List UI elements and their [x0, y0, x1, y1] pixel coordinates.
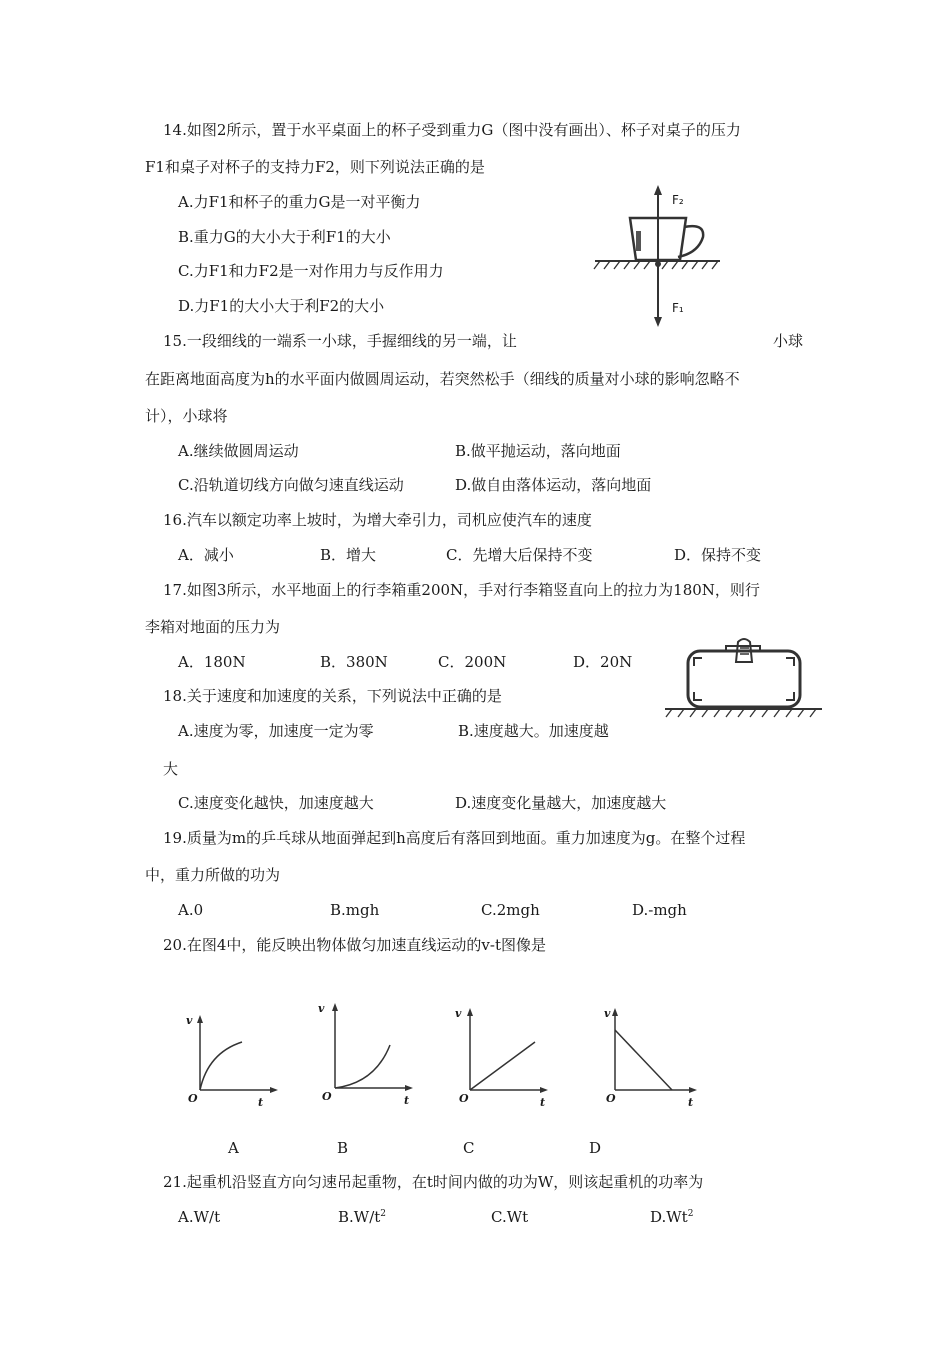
graph-label-a: A — [228, 1139, 239, 1157]
q21-option-d: D.Wt$^2$ — [650, 1208, 694, 1226]
graph-b-t-label: t — [404, 1094, 410, 1107]
q21-option-a: A.W/t — [178, 1208, 221, 1226]
graph-b-v-label: v — [318, 1002, 325, 1015]
q19-option-a: A.0 — [178, 901, 204, 919]
q15-option-a: A.继续做圆周运动 — [178, 442, 299, 460]
q17-option-c: C．200N — [438, 653, 507, 671]
graph-c-v-label: v — [455, 1007, 462, 1020]
graph-c — [460, 1008, 550, 1093]
q18-option-a: A.速度为零，加速度一定为零 — [178, 722, 374, 740]
q15-option-b: B.做平抛运动，落向地面 — [455, 442, 621, 460]
graph-b-o-label: O — [322, 1090, 332, 1103]
graph-d-v-label: v — [604, 1007, 611, 1020]
q21-option-b: $B.W/t^2$ — [338, 1208, 387, 1226]
graph-label-d: D — [589, 1139, 602, 1157]
q15-option-d: D.做自由落体运动，落向地面 — [455, 476, 652, 494]
graph-d — [605, 1008, 700, 1093]
q14-option-c: C.力F1和力F2是一对作用力与反作用力 — [178, 262, 444, 280]
q19-stem-line1: 19.质量为m的乒乓球从地面弹起到h高度后有落回到地面。重力加速度为g。在整个过程 — [163, 829, 746, 847]
graph-a-t-label: t — [258, 1096, 264, 1109]
q14-stem-line1: 14.如图2所示，置于水平桌面上的杯子受到重力G（图中没有画出）、杯子对桌子的压力 — [163, 121, 741, 139]
q21-stem: 21.起重机沿竖直方向匀速吊起重物，在t时间内做的功为W，则该起重机的功率为 — [163, 1173, 704, 1191]
q16-stem: 16.汽车以额定功率上坡时，为增大牵引力，司机应使汽车的速度 — [163, 511, 592, 529]
q19-option-b: B.mgh — [330, 901, 380, 919]
q17-stem-line1: 17.如图3所示，水平地面上的行李箱重200N，手对行李箱竖直向上的拉力为180N，则行 — [163, 581, 760, 599]
q18-option-b-cont: 大 — [163, 760, 179, 778]
q17-option-d: D．20N — [573, 653, 633, 671]
q19-option-d: D.-mgh — [632, 901, 687, 919]
graph-d-o-label: O — [606, 1092, 616, 1105]
q18-option-c: C.速度变化越快，加速度越大 — [178, 794, 374, 812]
q15-option-c: C.沿轨道切线方向做匀速直线运动 — [178, 476, 404, 494]
q16-option-d: D．保持不变 — [674, 546, 762, 564]
q18-option-d: D.速度变化量越大，加速度越大 — [455, 794, 667, 812]
q18-stem: 18.关于速度和加速度的关系，下列说法中正确的是 — [163, 687, 502, 705]
q18-option-b: B.速度越大。加速度越 — [458, 722, 609, 740]
q15-stem-line1a: 15.一段细线的一端系一小球，手握细线的另一端，让 — [163, 332, 517, 350]
graph-b — [325, 1003, 415, 1093]
graph-label-b: B — [337, 1139, 349, 1157]
graph-a-o-label: O — [188, 1092, 198, 1105]
q17-option-a: A．180N — [178, 653, 246, 671]
f1-label: F₁ — [672, 301, 684, 315]
graph-a — [190, 1015, 280, 1095]
q14-option-a: A.力F1和杯子的重力G是一对平衡力 — [178, 193, 421, 211]
q14-stem-line2: F1和桌子对杯子的支持力F2，则下列说法正确的是 — [145, 158, 485, 176]
q20-stem: 20.在图4中，能反映出物体做匀加速直线运动的v-t图像是 — [163, 936, 546, 954]
graph-c-t-label: t — [540, 1096, 546, 1109]
q14-option-b: B.重力G的大小大于利F1的大小 — [178, 228, 391, 246]
suitcase-figure — [660, 636, 830, 718]
graph-d-t-label: t — [688, 1096, 694, 1109]
q19-stem-line2: 中，重力所做的功为 — [145, 866, 281, 884]
q14-option-d: D.力F1的大小大于利F2的大小 — [178, 297, 385, 315]
f2-label: F₂ — [672, 193, 684, 207]
cup-figure — [590, 185, 750, 335]
q15-stem-line1b: 小球 — [773, 332, 804, 350]
q16-option-a: A．减小 — [178, 546, 234, 564]
q15-stem-line3: 计），小球将 — [145, 407, 228, 425]
graph-c-o-label: O — [459, 1092, 469, 1105]
graph-label-c: C — [463, 1139, 475, 1157]
q21-option-c: C.Wt — [491, 1208, 529, 1226]
q17-option-b: B．380N — [320, 653, 388, 671]
q15-stem-line2: 在距离地面高度为h的水平面内做圆周运动，若突然松手（细线的质量对小球的影响忽略不 — [145, 370, 740, 388]
q19-option-c: C.2mgh — [481, 901, 540, 919]
q16-option-b: B．增大 — [320, 546, 377, 564]
q17-stem-line2: 李箱对地面的压力为 — [145, 618, 281, 636]
q16-option-c: C．先增大后保持不变 — [446, 546, 593, 564]
graph-a-v-label: v — [186, 1014, 193, 1027]
